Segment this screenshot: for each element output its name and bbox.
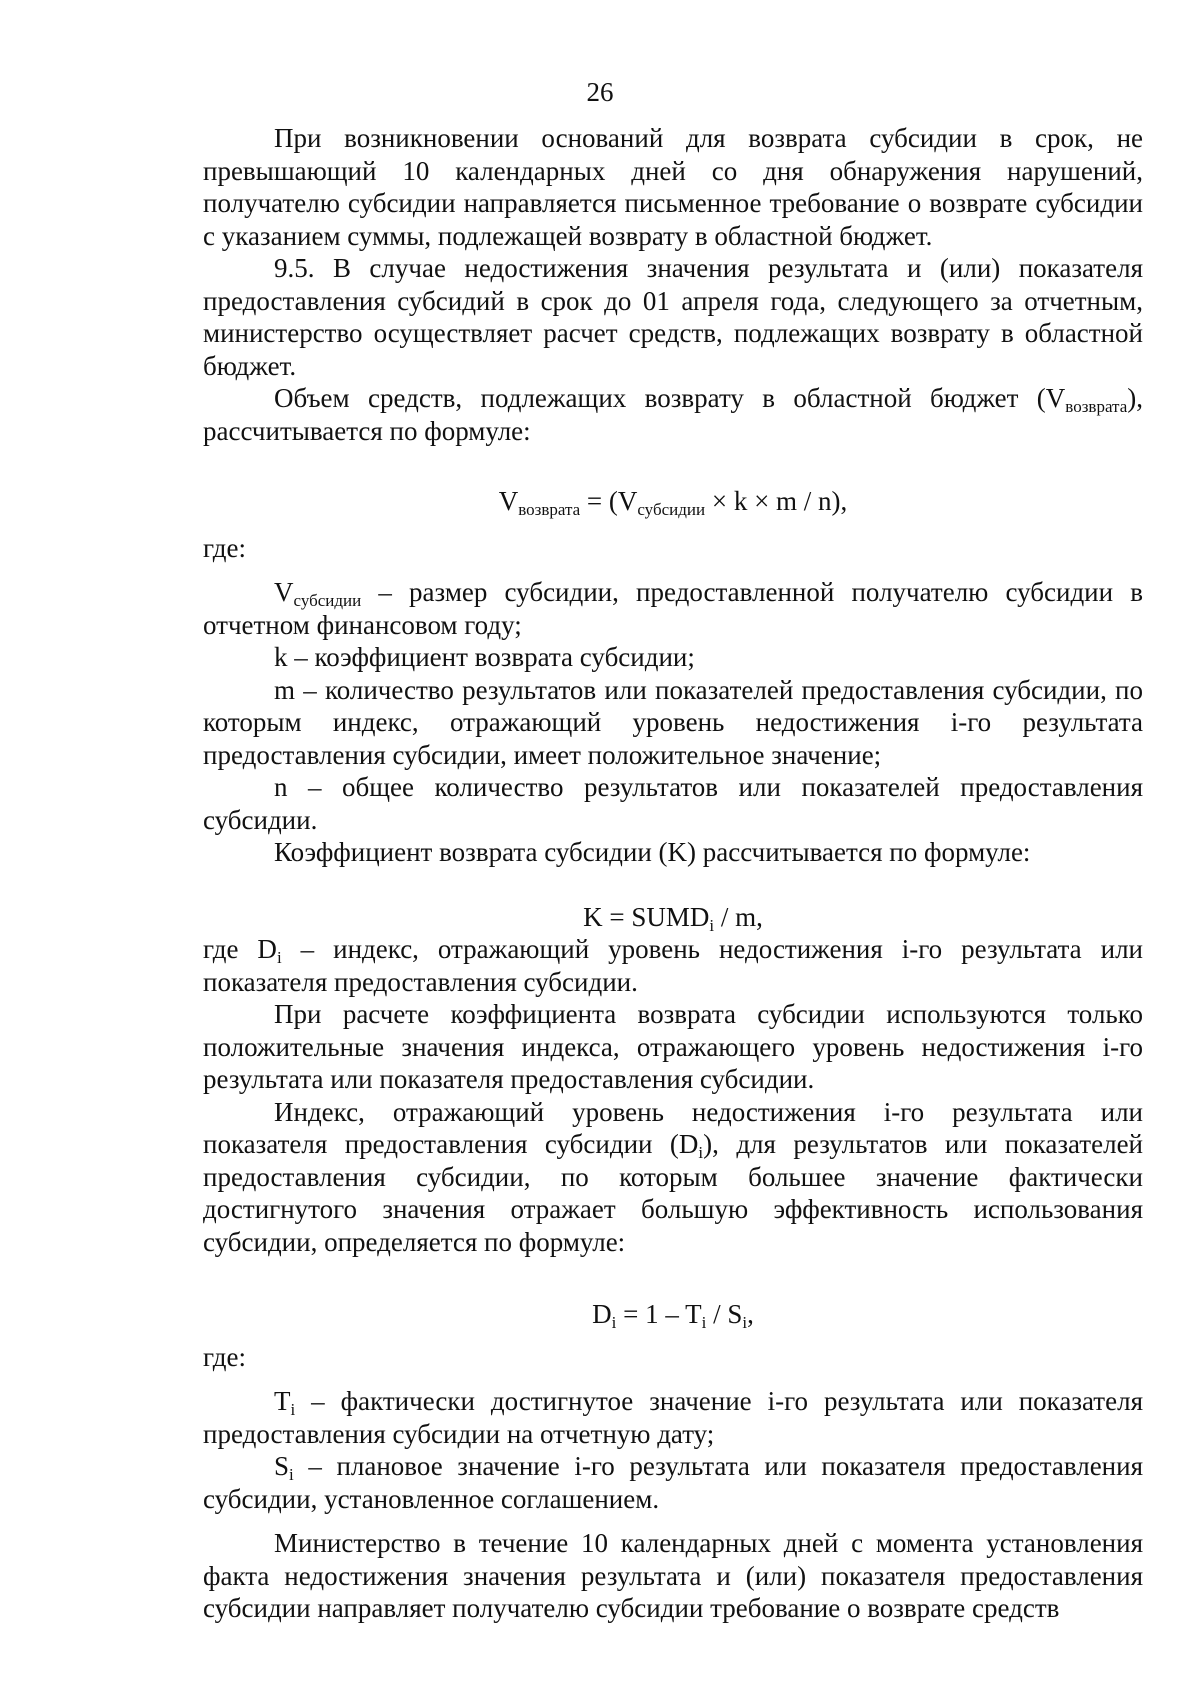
paragraph-positive-values: При расчете коэффициента возврата субсидии используются только положительные значения индекса, отражающего уровень недостижения i-го результата или показателя предоставления субсидии. [203,999,1143,1094]
paragraph-ministry-notice: Министерство в течение 10 календарных дней с момента установления факта недостижения значения результата и (или) показателя предоставления субсидии направляет получателю субсидии требование о возврате средств [203,1528,1143,1623]
definition-v-subsidy: $V_{субсидии}$ – размер субсидии, предоставленной получателю субсидии в отчетном финансовом году; [203,577,1143,640]
definition-k: k – коэффициент возврата субсидии; [274,642,695,672]
definition-s: $S_i$ – плановое значение i-го результата или показателя предоставления субсидии, установленное соглашением. [203,1451,1143,1514]
paragraph-index: Индекс, отражающий уровень недостижения i-го результата или показателя предоставления субсидии $(D_i)$, для результатов или показателей предоставления субсидии, по которым большее значение фактически достигнутого значения отражает большую эффективность использования субсидии, определяется по формуле: [203,1096,1143,1257]
formula-coefficient: $K = SUMD_i / m$, [583,901,763,935]
paragraph-refund-demand: При возникновении оснований для возврата субсидии в срок, не превышающий 10 календарных дней со дня обнаружения нарушений, получателю субсидии направляется письменное требование о возврате субсидии с указанием суммы, подлежащей возврату в областной бюджет. [203,123,1143,251]
definition-d: где $D_i$ – индекс, отражающий уровень недостижения i-го результата или показателя предоставления субсидии. [203,934,1143,997]
paragraph-coefficient: Коэффициент возврата субсидии (K) рассчитывается по формуле: [274,837,1031,867]
definition-t: $T_i$ – фактически достигнутое значение i-го результата или показателя предоставления субсидии на отчетную дату; [203,1386,1143,1449]
definition-m: m – количество результатов или показателей предоставления субсидии, по которым индекс, отражающий уровень недостижения i-го результата предоставления субсидии, имеет положительное значение; [203,674,1143,770]
paragraph-refund-volume: Объем средств, подлежащих возврату в областной бюджет $(V_{возврата})$, рассчитывается по формуле: [203,383,1143,446]
where-label: где: [203,532,246,563]
document-body [203,122,1143,1625]
formula-refund-volume: $V_{возврата} = (V_{субсидии} \times k \times m / n)$, [498,486,848,519]
definition-n: n – общее количество результатов или показателей предоставления субсидии. [203,772,1143,835]
paragraph-9-5: 9.5. В случае недостижения значения результата и (или) показателя предоставления субсидий в срок до 01 апреля года, следующего за отчетным, министерство осуществляет расчет средств, подлежащих возврату в областной бюджет. [203,253,1143,381]
page-number: 26 [586,77,614,107]
formula-index: $D_i = 1 - T_i / S_i$, [592,1299,754,1332]
where-label-2: где: [203,1341,246,1372]
